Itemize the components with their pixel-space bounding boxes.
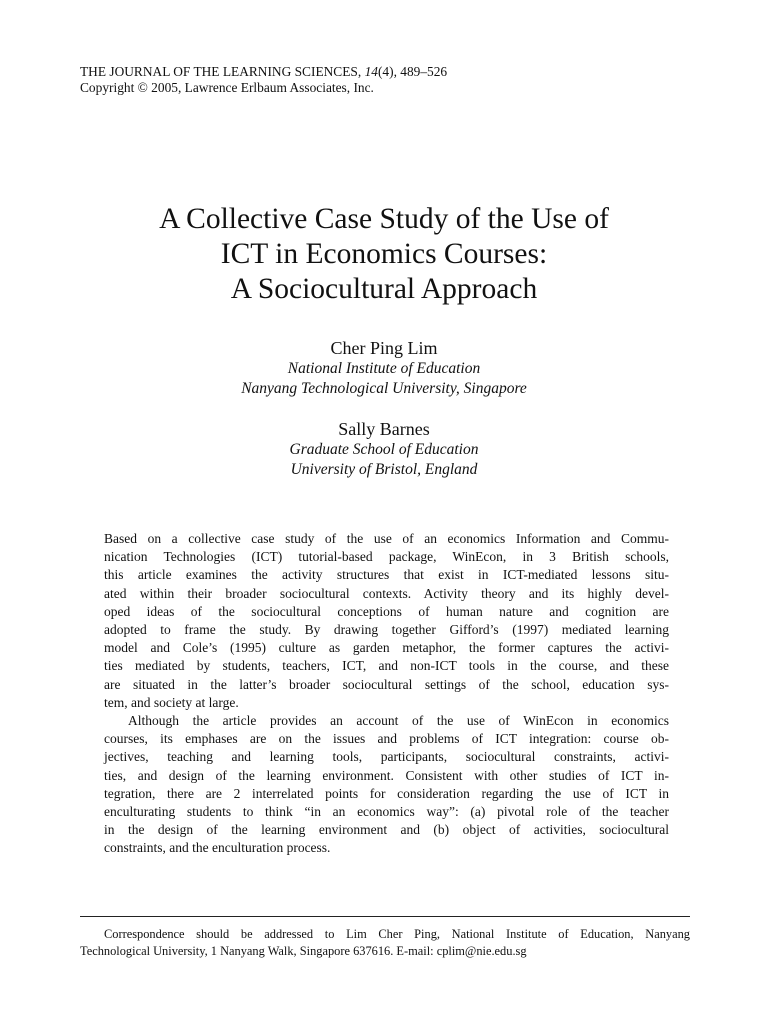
author-affiliation: Nanyang Technological University, Singapore	[241, 380, 527, 397]
author-affiliation: Graduate School of Education	[289, 441, 479, 458]
abstract-line: model and Cole’s (1995) culture as garden metaphor, the former captures the activi-	[104, 640, 669, 656]
abstract-line: tegration, there are 2 interrelated points for consideration regarding the use of ICT in	[104, 785, 669, 801]
abstract-line: tem, and society at large.	[104, 694, 239, 710]
running-head	[80, 64, 447, 96]
author-block	[0, 418, 768, 480]
abstract-line: constraints, and the enculturation process.	[104, 840, 331, 856]
abstract	[104, 530, 669, 858]
abstract-line: ties, and design of the learning environment. Consistent with other studies of ICT in-	[104, 767, 669, 783]
title-line: A Sociocultural Approach	[230, 273, 538, 305]
copyright-line: Copyright © 2005, Lawrence Erlbaum Associates, Inc.	[80, 80, 374, 95]
title-line: A Collective Case Study of the Use of	[159, 203, 609, 235]
abstract-line: Based on a collective case study of the use of an economics Information and Commu-	[104, 531, 669, 546]
abstract-paragraph	[104, 530, 669, 712]
abstract-line: Although the article provides an account of the use of WinEcon in economics	[128, 713, 669, 729]
abstract-line: are situated in the latter’s broader sociocultural settings of the school, education sys-	[104, 676, 669, 692]
abstract-line: courses, its emphases are on the issues and problems of ICT integration: course ob-	[104, 731, 669, 747]
author-affiliation: University of Bristol, England	[290, 461, 478, 478]
abstract-line: adopted to frame the study. By drawing together Gifford’s (1997) mediated learning	[104, 622, 669, 638]
abstract-line: enculturating students to think “in an economics way”: (a) pivotal role of the teacher	[104, 804, 669, 820]
journal-citation: THE JOURNAL OF THE LEARNING SCIENCES, 14(4), 489–526	[80, 64, 448, 79]
abstract-line: oped ideas of the sociocultural conceptions of human nature and cognition are	[104, 603, 669, 619]
abstract-line: jectives, teaching and learning tools, participants, sociocultural constraints, activi-	[104, 749, 669, 765]
abstract-paragraph	[104, 712, 669, 858]
correspondence-footnote	[80, 926, 690, 959]
abstract-line: ated within their broader sociocultural contexts. Activity theory and its highly devel-	[104, 585, 669, 601]
article-title	[0, 202, 768, 307]
abstract-line: ties mediated by students, teachers, ICT, and non-ICT tools in the course, and these	[104, 658, 669, 674]
footnote-divider	[80, 916, 690, 917]
footnote-line: Correspondence should be addressed to Lim Cher Ping, National Institute of Education, Nanyang	[104, 927, 690, 941]
title-line: ICT in Economics Courses:	[220, 238, 548, 270]
abstract-line: this article examines the activity structures that exist in ICT-mediated lessons situ-	[104, 567, 669, 583]
volume-number: 14	[364, 64, 378, 79]
author-affiliation: National Institute of Education	[287, 360, 481, 377]
author-block	[0, 337, 768, 399]
footnote-line: Technological University, 1 Nanyang Walk, Singapore 637616. E-mail: cplim@nie.edu.sg	[80, 943, 527, 958]
abstract-line: in the design of the learning environment and (b) object of activities, sociocultural	[104, 822, 669, 838]
abstract-line: nication Technologies (ICT) tutorial-based package, WinEcon, in 3 British schools,	[104, 549, 669, 565]
author-name: Cher Ping Lim	[330, 338, 438, 358]
author-name: Sally Barnes	[338, 419, 430, 439]
